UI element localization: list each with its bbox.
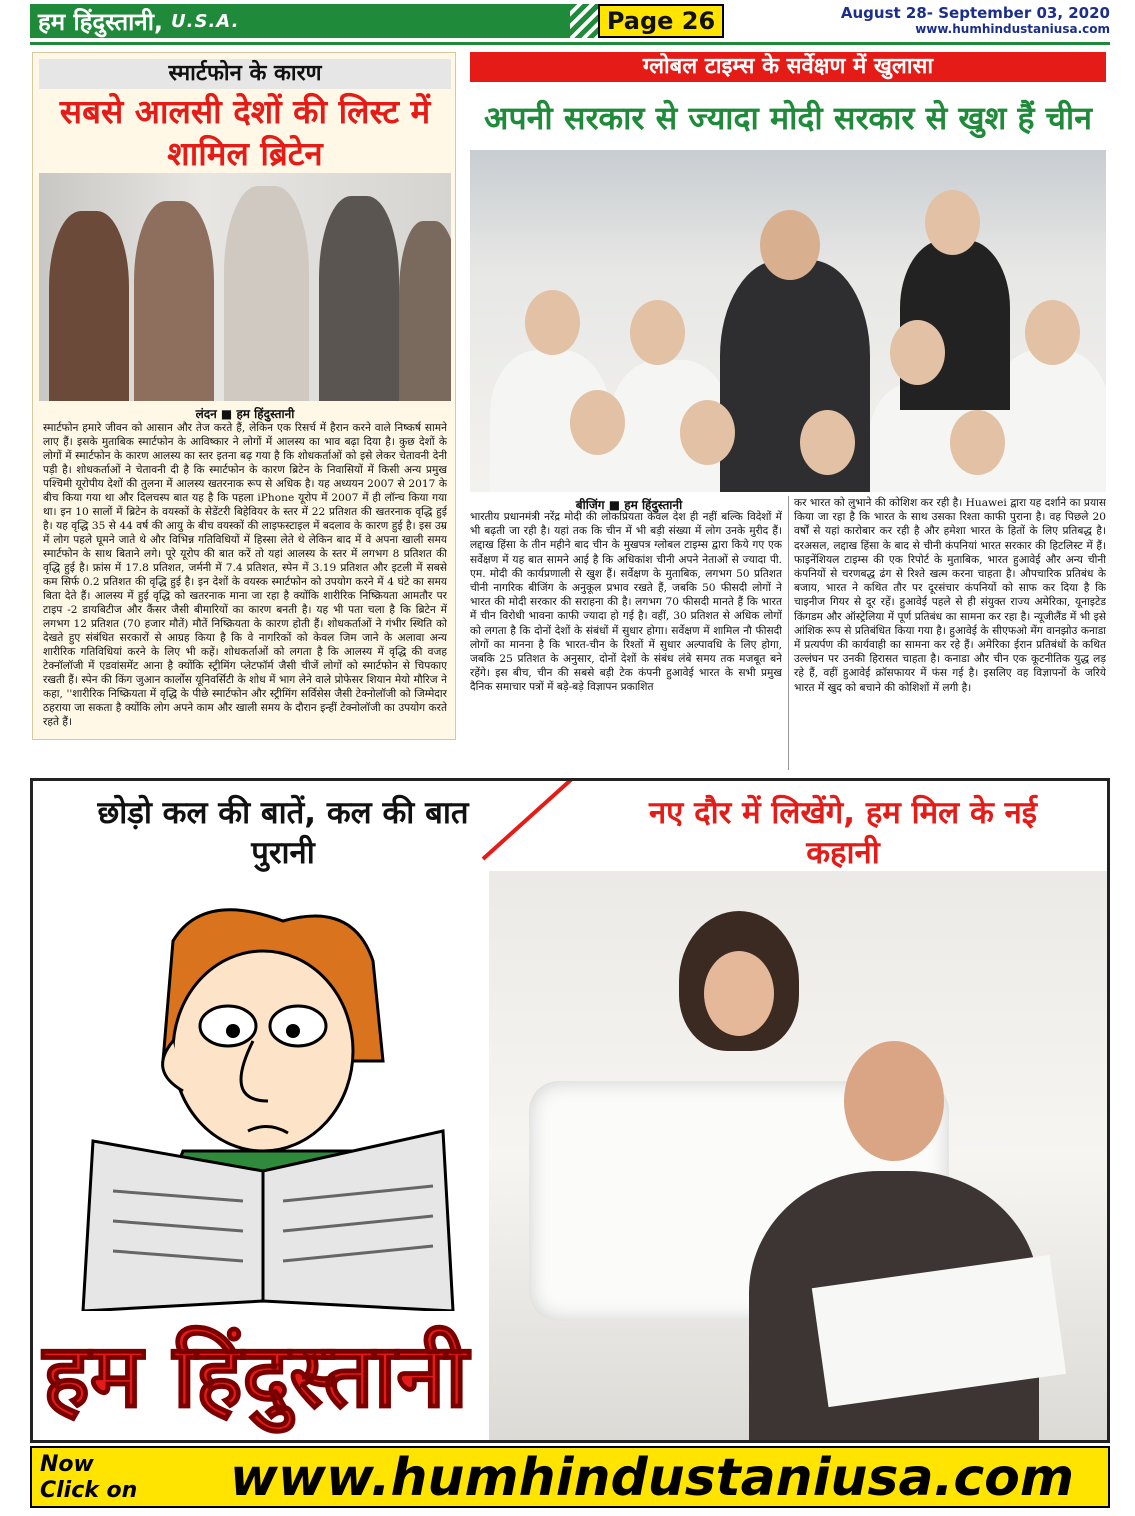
right-article-body-col1: भारतीय प्रधानमंत्री नरेंद्र मोदी की लोकप्रियता केवल देश ही नहीं बल्कि विदेशों में भी बढ़ती जा रही है। यहां तक कि चीन में भी बड़ी संख्या में लोग उनके मुरीद हैं। लद्दाख हिंसा के तीन महीने बाद चीन के मुखपत्र ग्लोबल टाइम्स द्वारा किये गए एक सर्वेक्षण में यह बात सामने आई है कि अधिकांश चीनी अपने नेताओं से ज्यादा पी. एम. मोदी की कार्यप्रणाली से खुश हैं। सर्वेक्षण के मुताबिक, लगभग 50 प्रतिशत चीनी नागरिक बीजिंग के अनुकूल प्रभाव रखते हैं, जबकि 50 फीसदी लोगों ने भारत की मोदी सरकार की सराहना की है। लगभग 70 फीसदी मानते हैं कि भारत में चीन विरोधी भावना काफी ज्यादा हो गई है। वहीं, 30 प्रतिशत से अधिक लोगों को लगता है कि दोनों देशों के संबंधों में सुधार होगा। सर्वेक्षण में शामिल नौ फीसदी लोगों का मानना है कि भारत-चीन के रिश्तों में सुधार अल्पावधि के लिए होगा, जबकि 25 प्रतिशत के अनुसार, दोनों देशों के संबंध लंबे समय तक मजबूत बने रहेंगे। इस बीच, चीन की सबसे बड़ी टेक कंपनी हुआवेई भारत के सभी प्रमुख दैनिक समाचार पत्रों में बड़े-बड़े विज्ञापन प्रकाशित [470, 511, 782, 694]
masthead-date-block [841, 4, 1110, 36]
footer-website-link[interactable]: www.humhindustaniusa.com [229, 1448, 1075, 1508]
masthead-title-suffix: U.S.A. [171, 10, 240, 32]
ad-divider-line [482, 778, 633, 860]
left-article-photo [39, 173, 451, 401]
ad-brand-name: हम हिंदुस्तानी [43, 1324, 469, 1427]
right-article-photo [470, 150, 1106, 492]
footer-click-label: Click on [40, 1478, 138, 1503]
left-article-body: स्मार्टफोन हमारे जीवन को आसान और तेज करते हैं, लेकिन एक रिसर्च में हैरान करने वाले निष्कर्ष सामने लाए हैं। इसके मुताबिक स्मार्टफोन के आविष्कार ने लोगों में आलस्य का भाव बढ़ा दिया है। कुछ देशों के लोगों में स्मार्टफोन के कारण आलस्य का स्तर इतना बढ़ गया है कि शोधकर्ताओं को इसे लेकर चेतावनी देनी पड़ी है। शोधकर्ताओं ने चेतावनी दी है कि स्मार्टफोन के कारण ब्रिटेन के निवासियों में किसी अन्य प्रमुख पश्चिमी यूरोपीय देशों की तुलना में आलस्य खतरनाक रूप से अधिक है। यह अध्ययन 2007 से 2017 के बीच किया गया था और दिलचस्प बात यह है कि पहला iPhone यूरोप में 2007 में ही लॉन्च किया गया था। इन 10 सालों में ब्रिटेन के वयस्कों के सेडेंटरी बिहेवियर के स्तर में 22 प्रतिशत की खतरनाक वृद्धि हुई है। यह वृद्धि 35 से 44 वर्ष की आयु के बीच वयस्कों की लाइफस्टाइल में बदलाव के कारण हुई है। इस उम्र में लोग पहले घूमने जाते थे और विभिन्न गतिविधियों में हिस्सा लेते थे लेकिन बाद में वे अपना खाली समय स्मार्टफोन के साथ बिताने लगे। पूरे यूरोप की बात करें तो यहां आलस्य के स्तर में लगभग 8 प्रतिशत की वृद्धि हुई है। फ्रांस में 17.8 प्रतिशत, जर्मनी में 7.4 प्रतिशत, स्पेन में 3.19 प्रतिशत और इटली में सबसे कम सिर्फ 0.2 प्रतिशत की वृद्धि हुई है। इन देशों के वयस्क स्मार्टफोन को उपयोग करने में 4 घंटे का समय बिता देते हैं। आलस्य में हुई वृद्धि को खतरनाक माना जा रहा है क्योंकि शारीरिक निष्क्रियता आमतौर पर टाइप -2 डायबिटीज और कैंसर जैसी बीमारियों का कारण बनती है। यह भी पता चला है कि ब्रिटेन में लगभग 12 प्रतिशत (70 हजार मौतें) मौतें निष्क्रियता के कारण होती हैं। शोधकर्ताओं ने गंभीर स्थिति को देखते हुए संबंधित सरकारों से आग्रह किया है कि वे नागरिकों को केवल जिम जाने के अलावा अन्य शारीरिक गतिविधियां करने के लिए भी कहें। शोधकर्ताओं को लगता है कि आलस्य में वृद्धि की वजह टेक्नॉलॉजी में एडवांसमेंट आना है क्योंकि स्ट्रीमिंग प्लेटफॉर्म जैसी चीजें लोगों को स्मार्टफोन से चिपकाए रखती हैं। स्पेन की किंग जुआन कार्लोस यूनिवर्सिटी के शोध में भाग लेने वाले प्रोफेसर शियान मेयो मौरिज ने कहा, ''शारीरिक निष्क्रियता में वृद्धि के पीछे स्मार्टफोन और स्ट्रीमिंग सर्विसेस जैसी टेक्नोलॉजी को जिम्मेदार ठहराया जा सकता है क्योंकि लोग अपने काम और खाली समय के दौरान इन्हीं टेक्नोलॉजी का उपयोग करते रहते हैं। [43, 422, 447, 728]
page-number: Page 26 [598, 4, 724, 38]
right-article-dateline: बीजिंग ■ हम हिंदुस्तानी [575, 498, 683, 512]
left-article-kicker: स्मार्टफोन के कारण [39, 59, 451, 89]
cartoon-man-reading-newspaper-icon [53, 901, 483, 1311]
issue-date: August 28- September 03, 2020 [840, 4, 1110, 22]
masthead-stripe-decoration [570, 4, 600, 38]
left-article-dateline: लंदन ■ हम हिंदुस्तानी [195, 407, 295, 421]
masthead-rule [30, 42, 1110, 45]
right-article-kicker: ग्लोबल टाइम्स के सर्वेक्षण में खुलासा [470, 52, 1106, 82]
left-article-headline: सबसे आलसी देशों की लिस्ट में शामिल ब्रिटेन [59, 92, 431, 173]
footer-now-label: Now [40, 1452, 94, 1477]
website-link[interactable]: www.humhindustaniusa.com [915, 22, 1110, 36]
left-article [32, 52, 456, 740]
ad-right-slogan: नए दौर में लिखेंगे, हम मिल के नई कहानी [648, 795, 1038, 871]
masthead [30, 4, 1110, 46]
ad-left-slogan: छोड़ो कल की बातें, कल की बात पुरानी [97, 795, 469, 871]
column-divider [788, 496, 789, 770]
footer-banner [30, 1446, 1110, 1508]
footer-call-to-action [40, 1452, 137, 1504]
advertisement [30, 778, 1110, 1443]
right-article-body-col2: कर भारत को लुभाने की कोशिश कर रही है। Huawei द्वारा यह दर्शाने का प्रयास किया जा रहा है कि भारत के साथ उसका रिश्ता काफी पुराना है। वह पिछले 20 वर्षों से यहां कारोबार कर रही है और हमेशा भारत के हितों के लिए प्रतिबद्ध है। दरअसल, लद्दाख हिंसा के बाद से चीनी कंपनियां भारत सरकार की हिटलिस्ट में हैं। फाइनेंशियल टाइम्स की एक रिपोर्ट के मुताबिक, भारत हुआवेई और अन्य चीनी कंपनियों से चरणबद्ध ढंग से रिश्ते खत्म करना चाहता है। औपचारिक प्रतिबंध के बजाय, भारत ने कथित तौर पर दूरसंचार कंपनियों को साफ कर दिया है कि चाइनीज गियर से दूर रहें। हुआवेई पहले से ही संयुक्त राज्य अमेरिका, यूनाइटेड किंगडम और ऑस्ट्रेलिया में पूर्ण प्रतिबंध का सामना कर रहा है। न्यूजीलैंड में भी इसे आंशिक रूप से प्रतिबंधित किया गया है। हुआवेई के सीएफओ मेंग वानझोउ कनाडा में प्रत्यर्पण की कार्यवाही का सामना कर रहे हैं। अमेरिका ईरान प्रतिबंधों के कथित उल्लंघन पर उनकी हिरासत चाहता है। कनाडा और चीन एक कूटनीतिक युद्ध लड़ रहे हैं, वहीं हुआवेई क्रॉसफायर में फंस गई है। इसलिए वह विज्ञापनों के जरिये भारत में खुद को बचाने की कोशिशों में लगी है। [794, 497, 1106, 694]
masthead-title-bar [30, 4, 570, 38]
masthead-title: हम हिंदुस्तानी, [38, 7, 164, 36]
right-article-headline: अपनी सरकार से ज्यादा मोदी सरकार से खुश हैं चीन [484, 99, 1092, 137]
